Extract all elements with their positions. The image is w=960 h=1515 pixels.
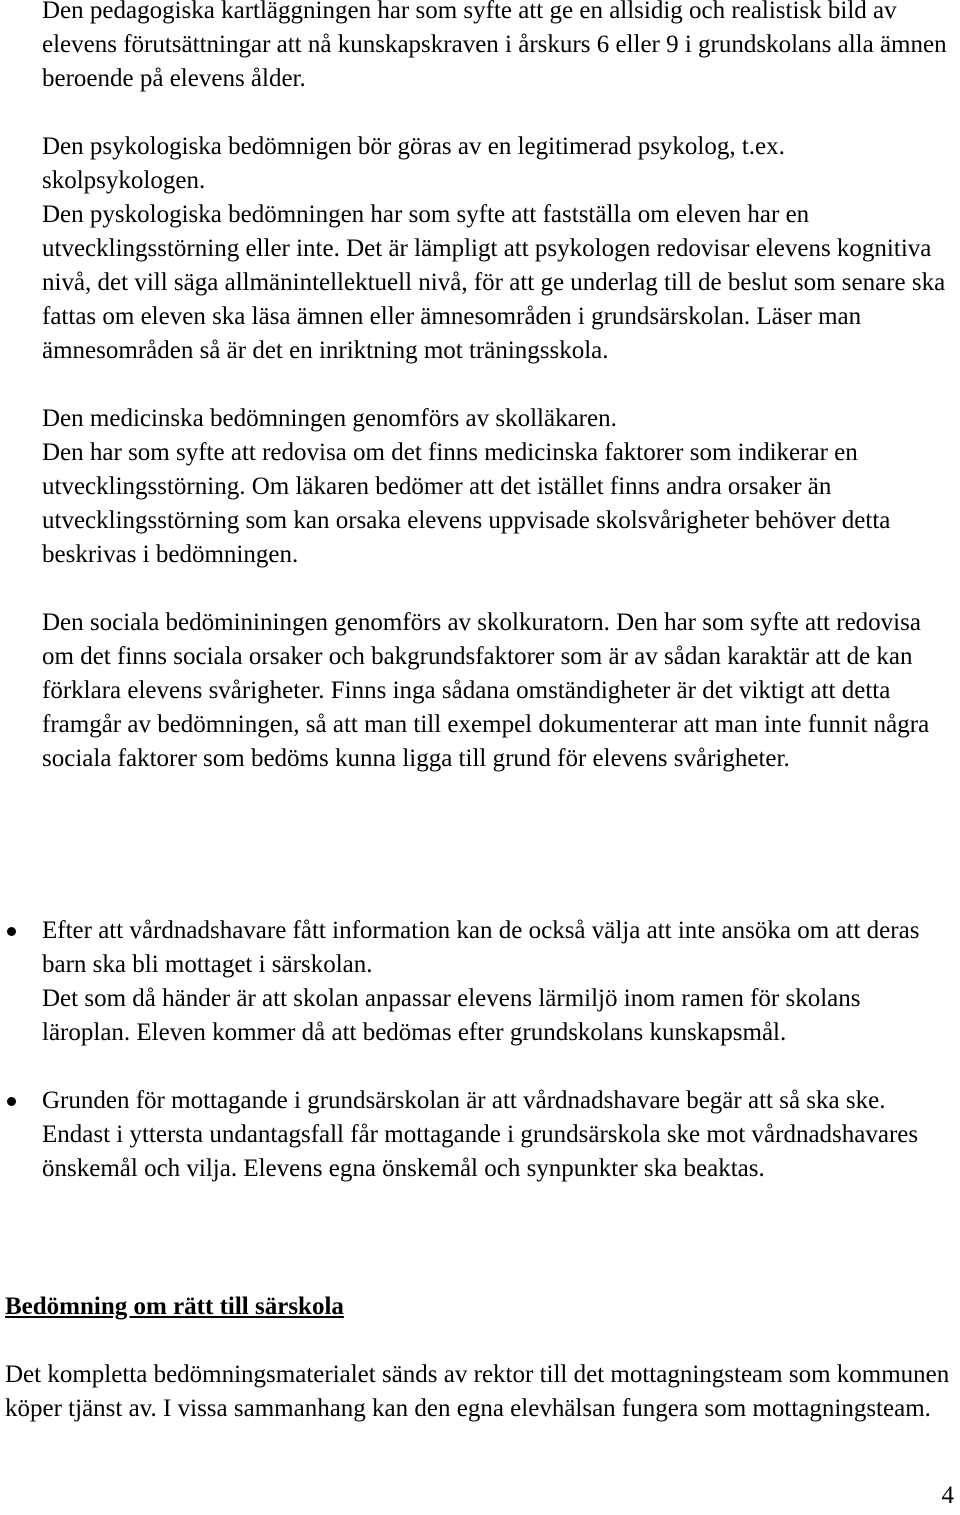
paragraph-psychological-assessment-intro: Den psykologiska bedömnigen bör göras av en legitimerad psykolog, t.ex. skolpsykologen. [42, 133, 785, 194]
bullet-list [0, 914, 950, 1220]
list-item [0, 1084, 950, 1186]
page-number: 4 [941, 1482, 954, 1509]
paragraph-pedagogical-assessment: Den pedagogiska kartläggningen har som syfte att ge en allsidig och realistisk bild av elevens förutsättningar att nå kunskapskraven i årskurs 6 eller 9 i grundskolans alla ämnen beroende på elevens ålder. [42, 0, 947, 92]
section-heading: Bedömning om rätt till särskola [5, 1293, 344, 1320]
section-eligibility [5, 1290, 950, 1426]
main-text-block [42, 0, 954, 810]
paragraph-medical-assessment: Den har som syfte att redovisa om det finns medicinska faktorer som indikerar en utvecklingsstörning. Om läkaren bedömer att det istället finns andra orsaker än utvecklingsstörning som kan orsaka elevens uppvisade skolsvårigheter behöver detta beskrivas i bedömningen. [42, 439, 891, 568]
paragraph-social-assessment: Den sociala bedömininingen genomförs av skolkuratorn. Den har som syfte att redovisa om det finns sociala orsaker och bakgrundsfaktorer som är av sådan karaktär att de kan förklara elevens svårigheter. Finns inga sådana omständigheter är det viktigt att detta framgår av bedömningen, så att man till exempel dokumenterar att man inte funnit några sociala faktorer som bedöms kunna ligga till grund för elevens svårigheter. [42, 609, 930, 772]
bullet-icon [7, 1097, 16, 1106]
section-body: Det kompletta bedömningsmaterialet sänds av rektor till det mottagningsteam som kommunen köper tjänst av. I vissa sammanhang kan den egna elevhälsan fungera som mottagningsteam. [5, 1361, 950, 1422]
paragraph-psychological-assessment: Den pyskologiska bedömningen har som syfte att fastställa om eleven har en utvecklingsstörning eller inte. Det är lämpligt att psykologen redovisar elevens kognitiva nivå, det vill säga allmänintellektuell nivå, för att ge underlag till de beslut som senare ska fattas om eleven ska läsa ämnen eller ämnesområden i grundsärskolan. Läser man ämnesområden så är det en inriktning mot träningsskola. [42, 201, 946, 364]
bullet-icon [7, 927, 16, 936]
bullet-text: Efter att vårdnadshavare fått information kan de också välja att inte ansöka om att deras barn ska bli mottaget i särskolan. [42, 917, 920, 978]
paragraph-medical-assessment-intro: Den medicinska bedömningen genomförs av skolläkaren. [42, 405, 617, 432]
bullet-text: Grunden för mottagande i grundsärskolan är att vårdnadshavare begär att så ska ske. Endast i yttersta undantagsfall får mottagande i grundsärskola ske mot vårdnadshavares önskemål och vilja. Elevens egna önskemål och synpunkter ska beaktas. [42, 1087, 919, 1182]
list-item [0, 914, 950, 1050]
bullet-text: Det som då händer är att skolan anpassar elevens lärmiljö inom ramen för skolans läroplan. Eleven kommer då att bedömas efter grundskolans kunskapsmål. [42, 985, 861, 1046]
